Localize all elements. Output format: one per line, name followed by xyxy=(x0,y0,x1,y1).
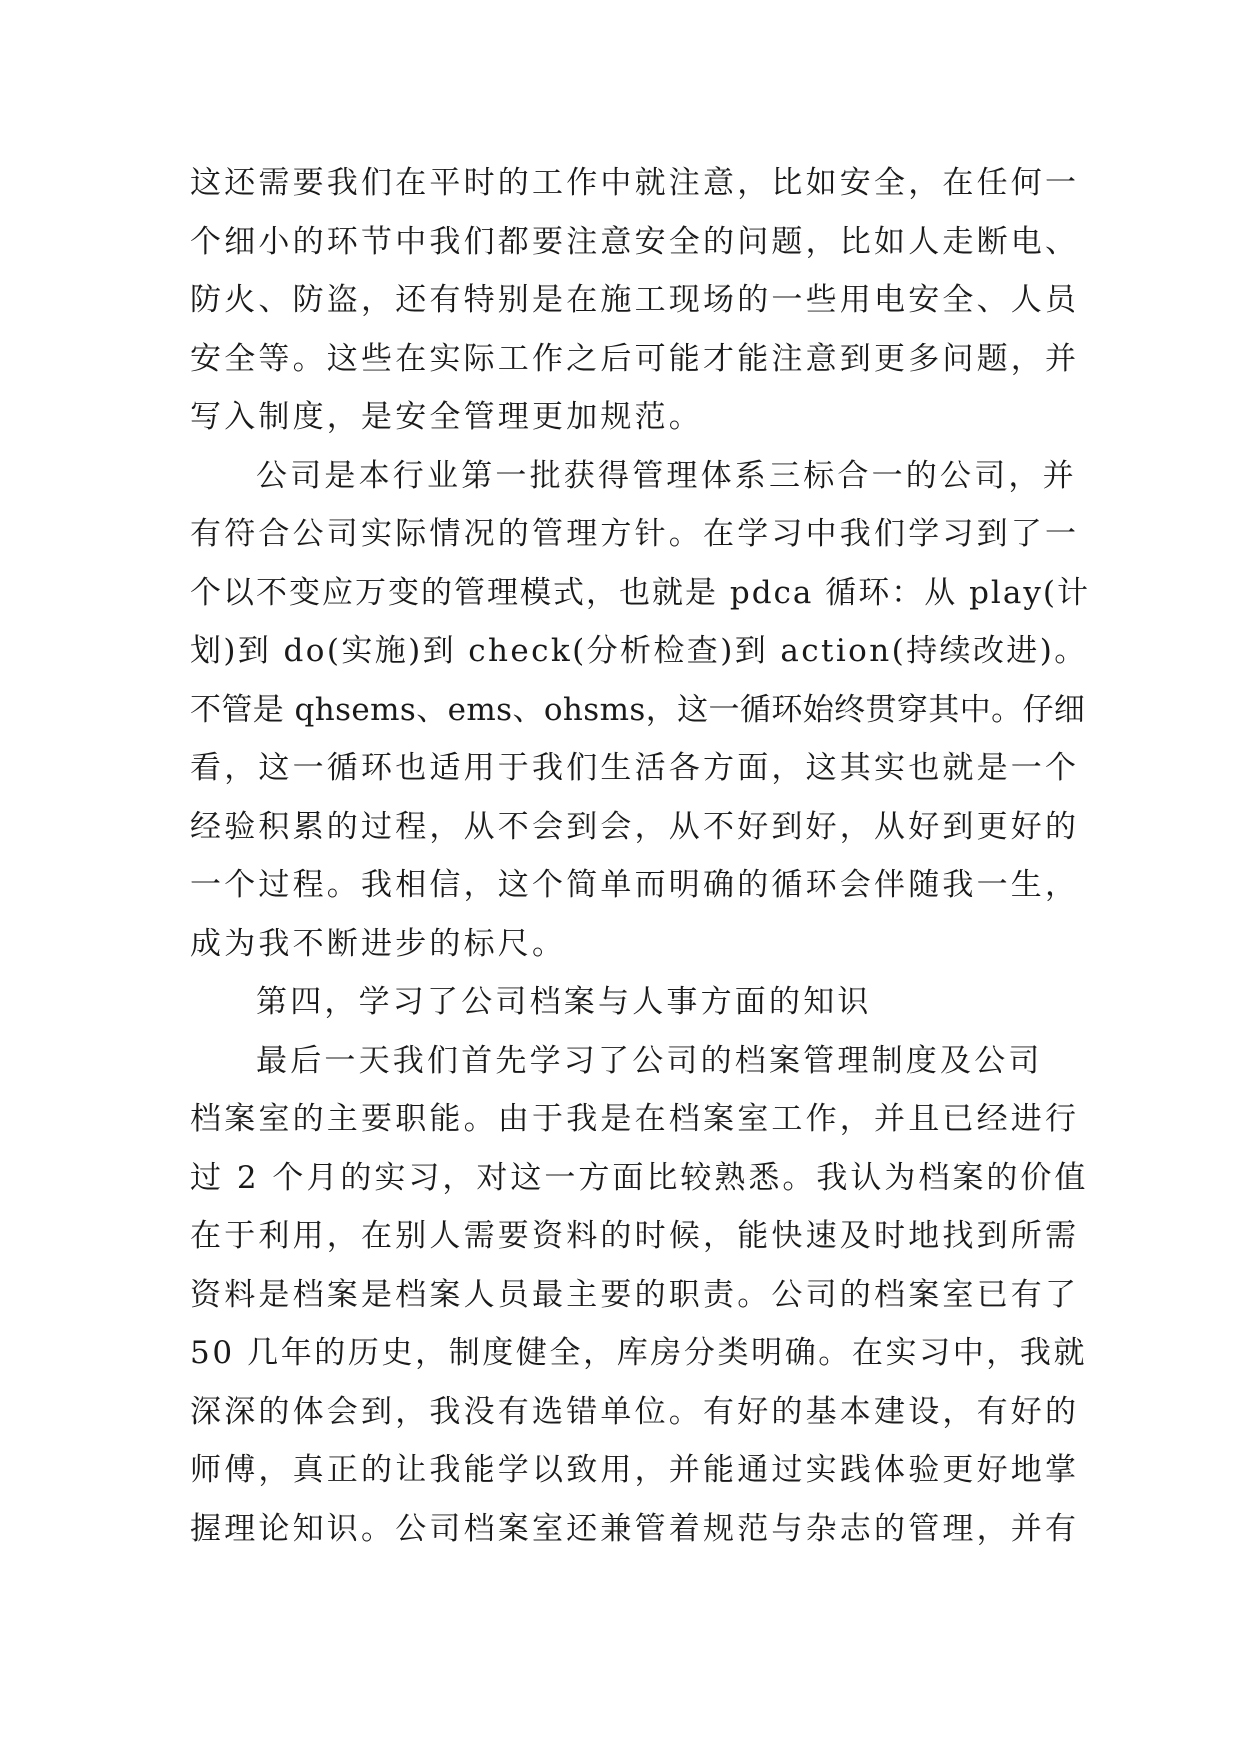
text-line: 经验积累的过程，从不会到会，从不好到好，从好到更好的 xyxy=(190,808,1080,845)
text-line: 安全等。这些在实际工作之后可能才能注意到更多问题，并 xyxy=(190,340,1080,377)
text-line: 深深的体会到，我没有选错单位。有好的基本建设，有好的 xyxy=(190,1393,1080,1430)
text-line: 档案室的主要职能。由于我是在档案室工作，并且已经进行 xyxy=(190,1101,1080,1137)
text-line: 防火、防盗，还有特别是在施工现场的一些用电安全、人员 xyxy=(190,282,1080,318)
text-line: 个细小的环节中我们都要注意安全的问题，比如人走断电、 xyxy=(190,223,1080,260)
text-line: 资料是档案是档案人员最主要的职责。公司的档案室已有了 xyxy=(190,1276,1080,1313)
text-line: 这还需要我们在平时的工作中就注意，比如安全，在任何一 xyxy=(190,165,1080,201)
text-line: 一个过程。我相信，这个简单而明确的循环会伴随我一生， xyxy=(190,867,1080,903)
text-line: 写入制度，是安全管理更加规范。 xyxy=(190,399,703,435)
text-line: 划)到 do(实施)到 check(分析检查)到 action(持续改进)。 xyxy=(190,633,1088,669)
document-body xyxy=(190,154,1090,1558)
text-line: 50 几年的历史，制度健全，库房分类明确。在实习中，我就 xyxy=(190,1335,1088,1371)
text-line: 有符合公司实际情况的管理方针。在学习中我们学习到了一 xyxy=(190,516,1080,552)
paragraph-first-line: 第四，学习了公司档案与人事方面的知识 xyxy=(256,984,872,1020)
paragraph-first-line: 公司是本行业第一批获得管理体系三标合一的公司，并 xyxy=(256,457,1077,494)
text-line: 师傅，真正的让我能学以致用，并能通过实践体验更好地掌 xyxy=(190,1452,1080,1488)
text-line: 在于利用，在别人需要资料的时候，能快速及时地找到所需 xyxy=(190,1218,1080,1254)
text-line: 过 2 个月的实习，对这一方面比较熟悉。我认为档案的价值 xyxy=(190,1159,1089,1196)
text-line: 成为我不断进步的标尺。 xyxy=(190,925,567,962)
text-line: 不管是 qhsems、ems、ohsms，这一循环始终贯穿其中。仔细 xyxy=(190,691,1086,728)
text-line: 看，这一循环也适用于我们生活各方面，这其实也就是一个 xyxy=(190,750,1080,786)
text-line: 握理论知识。公司档案室还兼管着规范与杂志的管理，并有 xyxy=(190,1510,1080,1547)
text-line: 个以不变应万变的管理模式，也就是 pdca 循环：从 play(计 xyxy=(190,574,1090,611)
paragraph-first-line: 最后一天我们首先学习了公司的档案管理制度及公司 xyxy=(256,1042,1043,1079)
